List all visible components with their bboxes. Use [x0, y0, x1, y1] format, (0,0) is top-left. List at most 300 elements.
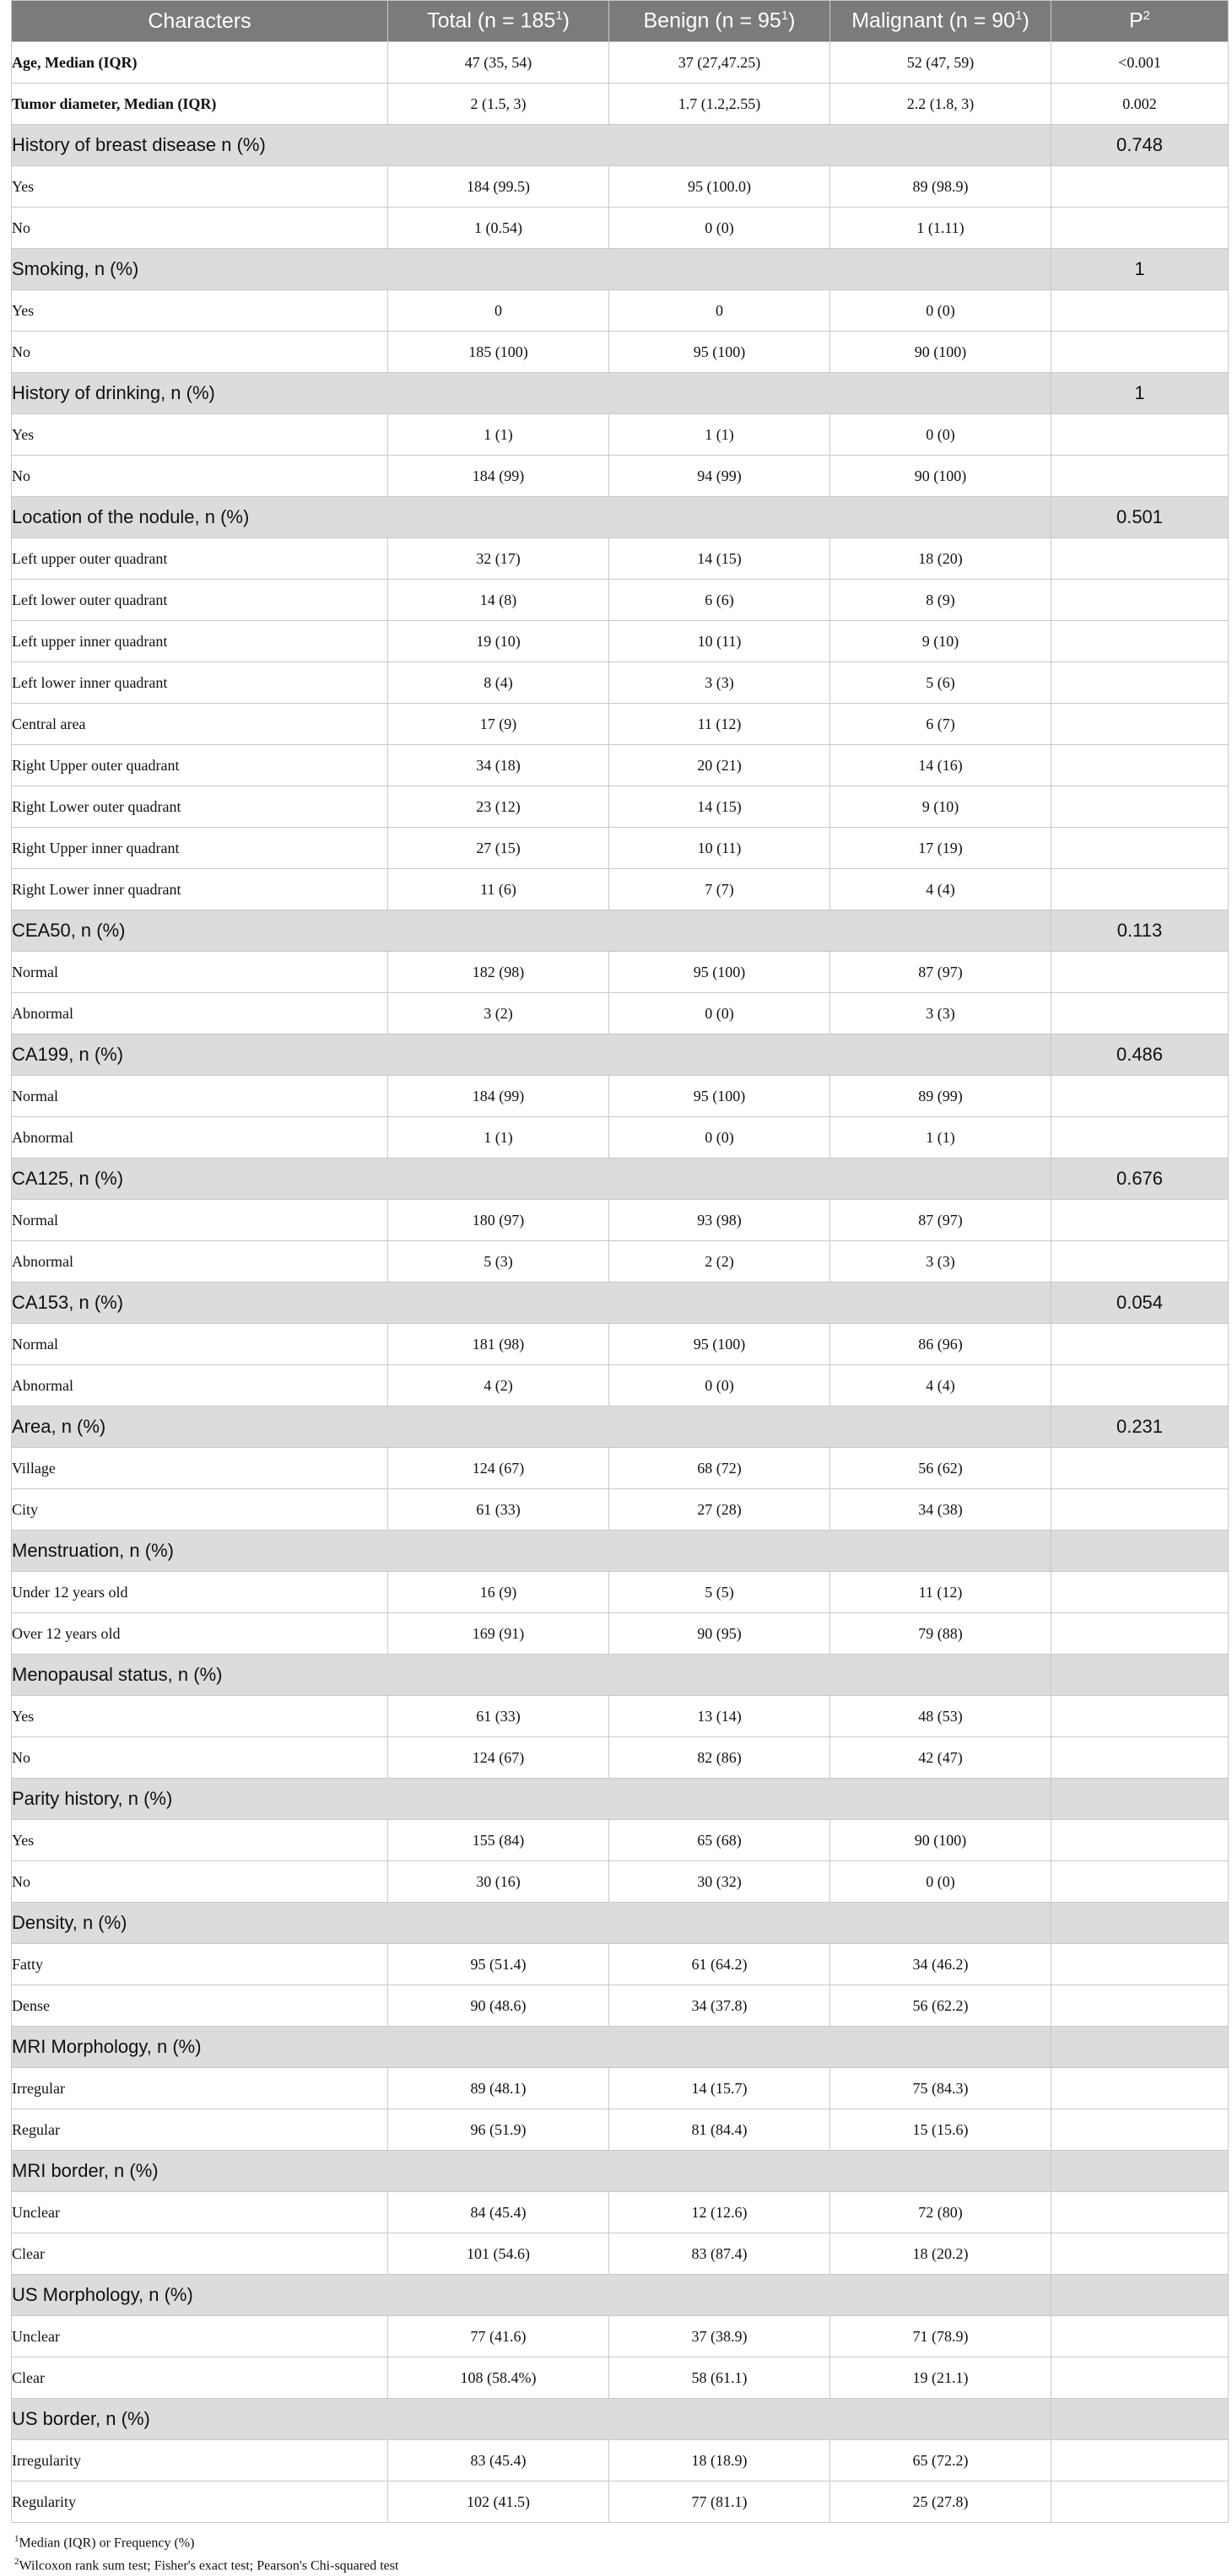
cell-total: 155 (84): [388, 1820, 609, 1861]
table-row: [12, 745, 1229, 786]
cell-benign: 12 (12.6): [609, 2192, 830, 2233]
cell-total: 101 (54.6): [388, 2233, 609, 2275]
cell-benign: 5 (5): [609, 1572, 830, 1613]
section-p-value: 1: [1051, 373, 1229, 414]
cell-benign: 27 (28): [609, 1489, 830, 1531]
cell-malignant: 71 (78.9): [830, 2316, 1051, 2357]
section-label: MRI Morphology, n (%): [12, 2027, 1051, 2068]
section-header-row: [12, 125, 1229, 166]
row-label: Yes: [12, 290, 388, 332]
cell-total: 17 (9): [388, 704, 609, 745]
section-label: CEA50, n (%): [12, 910, 1051, 952]
cell-benign: 61 (64.2): [609, 1944, 830, 1985]
cell-malignant: 34 (38): [830, 1489, 1051, 1531]
cell-p-value: [1051, 1117, 1229, 1158]
table-row: [12, 456, 1229, 497]
cell-total: 102 (41.5): [388, 2481, 609, 2523]
row-label: Clear: [12, 2357, 388, 2399]
table-row: [12, 1696, 1229, 1737]
cell-total: 169 (91): [388, 1613, 609, 1655]
cell-p-value: [1051, 662, 1229, 704]
section-header-row: [12, 497, 1229, 538]
row-label: No: [12, 208, 388, 249]
cell-malignant: 0 (0): [830, 290, 1051, 332]
cell-benign: 6 (6): [609, 580, 830, 621]
cell-benign: 65 (68): [609, 1820, 830, 1861]
cell-p-value: [1051, 869, 1229, 910]
cell-p-value: [1051, 290, 1229, 332]
table-row: [12, 1944, 1229, 1985]
cell-benign: 30 (32): [609, 1861, 830, 1903]
row-label: No: [12, 1737, 388, 1779]
cell-p-value: [1051, 1489, 1229, 1531]
cell-total: 4 (2): [388, 1365, 609, 1407]
cell-malignant: 42 (47): [830, 1737, 1051, 1779]
row-label: Irregularity: [12, 2440, 388, 2481]
table-row: [12, 580, 1229, 621]
cell-malignant: 75 (84.3): [830, 2068, 1051, 2109]
row-label: Right Lower inner quadrant: [12, 869, 388, 910]
section-label: CA153, n (%): [12, 1283, 1051, 1324]
table-row: [12, 828, 1229, 869]
cell-total: 2 (1.5, 3): [388, 84, 609, 125]
cell-benign: 18 (18.9): [609, 2440, 830, 2481]
header-total-close: ): [562, 8, 570, 33]
section-p-value: [1051, 2275, 1229, 2316]
cell-malignant: 90 (100): [830, 332, 1051, 373]
table-row: [12, 332, 1229, 373]
row-label: Normal: [12, 1324, 388, 1365]
table-row: [12, 1324, 1229, 1365]
header-benign-sup: 1: [781, 8, 789, 24]
cell-total: 8 (4): [388, 662, 609, 704]
header-total-label: Total (n = 185: [427, 8, 556, 33]
section-label: US border, n (%): [12, 2399, 1051, 2440]
cell-total: 30 (16): [388, 1861, 609, 1903]
cell-p-value: [1051, 456, 1229, 497]
row-label: Abnormal: [12, 1365, 388, 1407]
header-benign-close: ): [788, 8, 796, 33]
row-label: Yes: [12, 1820, 388, 1861]
section-label: Area, n (%): [12, 1407, 1051, 1448]
cell-p-value: [1051, 1324, 1229, 1365]
cell-p-value: [1051, 952, 1229, 993]
cell-p-value: [1051, 1572, 1229, 1613]
section-header-row: [12, 2399, 1229, 2440]
table-row: [12, 786, 1229, 828]
header-benign: [609, 1, 830, 42]
cell-benign: 10 (11): [609, 828, 830, 869]
cell-malignant: 25 (27.8): [830, 2481, 1051, 2523]
cell-benign: 77 (81.1): [609, 2481, 830, 2523]
cell-total: 84 (45.4): [388, 2192, 609, 2233]
cell-malignant: 18 (20.2): [830, 2233, 1051, 2275]
section-header-row: [12, 1779, 1229, 1820]
cell-total: 124 (67): [388, 1737, 609, 1779]
table-row: [12, 993, 1229, 1034]
cell-total: 184 (99): [388, 456, 609, 497]
cell-malignant: 65 (72.2): [830, 2440, 1051, 2481]
row-label: Yes: [12, 414, 388, 456]
cell-malignant: 86 (96): [830, 1324, 1051, 1365]
row-label: Abnormal: [12, 993, 388, 1034]
table-row: [12, 1861, 1229, 1903]
cell-total: 184 (99): [388, 1076, 609, 1117]
table-row: [12, 2068, 1229, 2109]
cell-benign: 37 (27,47.25): [609, 42, 830, 84]
cell-total: 34 (18): [388, 745, 609, 786]
cell-malignant: 72 (80): [830, 2192, 1051, 2233]
cell-p-value: <0.001: [1051, 42, 1229, 84]
section-p-value: 0.231: [1051, 1407, 1229, 1448]
row-label: Yes: [12, 166, 388, 208]
cell-p-value: [1051, 828, 1229, 869]
cell-malignant: 0 (0): [830, 414, 1051, 456]
cell-benign: 93 (98): [609, 1200, 830, 1241]
row-label: Yes: [12, 1696, 388, 1737]
cell-malignant: 3 (3): [830, 993, 1051, 1034]
cell-total: 180 (97): [388, 1200, 609, 1241]
cell-total: 11 (6): [388, 869, 609, 910]
cell-benign: 37 (38.9): [609, 2316, 830, 2357]
header-p-value: [1051, 1, 1229, 42]
section-label: Smoking, n (%): [12, 249, 1051, 290]
cell-malignant: 11 (12): [830, 1572, 1051, 1613]
row-label: Left lower outer quadrant: [12, 580, 388, 621]
cell-p-value: [1051, 332, 1229, 373]
cell-p-value: [1051, 2440, 1229, 2481]
cell-malignant: 4 (4): [830, 1365, 1051, 1407]
row-label: Under 12 years old: [12, 1572, 388, 1613]
section-label: History of drinking, n (%): [12, 373, 1051, 414]
cell-benign: 34 (37.8): [609, 1985, 830, 2027]
table-row: [12, 208, 1229, 249]
header-malignant-label: Malignant (n = 90: [851, 8, 1016, 33]
section-label: Menstruation, n (%): [12, 1531, 1051, 1572]
cell-p-value: [1051, 2192, 1229, 2233]
cell-malignant: 1 (1.11): [830, 208, 1051, 249]
cell-malignant: 89 (99): [830, 1076, 1051, 1117]
table-row: [12, 2440, 1229, 2481]
section-label: CA125, n (%): [12, 1158, 1051, 1200]
cell-malignant: 17 (19): [830, 828, 1051, 869]
cell-benign: 0: [609, 290, 830, 332]
cell-malignant: 15 (15.6): [830, 2109, 1051, 2151]
cell-p-value: [1051, 414, 1229, 456]
table-row: [12, 1985, 1229, 2027]
cell-benign: 0 (0): [609, 208, 830, 249]
cell-total: 27 (15): [388, 828, 609, 869]
cell-p-value: [1051, 1944, 1229, 1985]
cell-benign: 14 (15): [609, 786, 830, 828]
footnote: [11, 2552, 1228, 2575]
cell-total: 77 (41.6): [388, 2316, 609, 2357]
section-header-row: [12, 2151, 1229, 2192]
footnote-marker: 2: [14, 2557, 19, 2568]
cell-total: 3 (2): [388, 993, 609, 1034]
header-malignant-close: ): [1022, 8, 1029, 33]
footnotes: [11, 2530, 1228, 2576]
table-row: [12, 1572, 1229, 1613]
section-p-value: [1051, 1531, 1229, 1572]
cell-benign: 20 (21): [609, 745, 830, 786]
row-label: Left upper inner quadrant: [12, 621, 388, 662]
cell-benign: 95 (100): [609, 1076, 830, 1117]
section-p-value: [1051, 2151, 1229, 2192]
cell-total: 16 (9): [388, 1572, 609, 1613]
cell-p-value: [1051, 1696, 1229, 1737]
cell-malignant: 19 (21.1): [830, 2357, 1051, 2399]
table-row: [12, 84, 1229, 125]
table-row: [12, 414, 1229, 456]
cell-benign: 95 (100.0): [609, 166, 830, 208]
cell-p-value: [1051, 993, 1229, 1034]
cell-malignant: 87 (97): [830, 952, 1051, 993]
section-label: MRI border, n (%): [12, 2151, 1051, 2192]
cell-benign: 81 (84.4): [609, 2109, 830, 2151]
section-p-value: [1051, 1903, 1229, 1944]
cell-total: 1 (1): [388, 414, 609, 456]
cell-p-value: [1051, 1076, 1229, 1117]
table-row: [12, 1076, 1229, 1117]
cell-p-value: 0.002: [1051, 84, 1229, 125]
cell-p-value: [1051, 2357, 1229, 2399]
section-label: Location of the nodule, n (%): [12, 497, 1051, 538]
cell-malignant: 9 (10): [830, 621, 1051, 662]
characteristics-table: [11, 0, 1229, 2523]
table-row: [12, 2233, 1229, 2275]
cell-p-value: [1051, 1448, 1229, 1489]
section-header-row: [12, 249, 1229, 290]
row-label: Unclear: [12, 2316, 388, 2357]
cell-malignant: 1 (1): [830, 1117, 1051, 1158]
section-header-row: [12, 373, 1229, 414]
cell-total: 184 (99.5): [388, 166, 609, 208]
cell-benign: 95 (100): [609, 1324, 830, 1365]
table-row: [12, 2357, 1229, 2399]
row-label: Dense: [12, 1985, 388, 2027]
table-row: [12, 952, 1229, 993]
row-label: No: [12, 456, 388, 497]
section-label: CA199, n (%): [12, 1034, 1051, 1076]
cell-benign: 0 (0): [609, 1117, 830, 1158]
section-p-value: 0.748: [1051, 125, 1229, 166]
cell-benign: 13 (14): [609, 1696, 830, 1737]
cell-malignant: 2.2 (1.8, 3): [830, 84, 1051, 125]
cell-p-value: [1051, 1241, 1229, 1283]
section-header-row: [12, 1903, 1229, 1944]
cell-benign: 58 (61.1): [609, 2357, 830, 2399]
section-p-value: 1: [1051, 249, 1229, 290]
table-row: [12, 42, 1229, 84]
row-label: Regularity: [12, 2481, 388, 2523]
footnote: [11, 2530, 1228, 2552]
cell-p-value: [1051, 2109, 1229, 2151]
section-header-row: [12, 1407, 1229, 1448]
row-label: Right Upper inner quadrant: [12, 828, 388, 869]
cell-benign: 14 (15): [609, 538, 830, 580]
cell-p-value: [1051, 1985, 1229, 2027]
section-p-value: 0.501: [1051, 497, 1229, 538]
table-row: [12, 2109, 1229, 2151]
table-row: [12, 1820, 1229, 1861]
cell-p-value: [1051, 1861, 1229, 1903]
section-p-value: [1051, 1779, 1229, 1820]
cell-malignant: 90 (100): [830, 456, 1051, 497]
cell-total: 95 (51.4): [388, 1944, 609, 1985]
cell-malignant: 56 (62.2): [830, 1985, 1051, 2027]
row-label: Left upper outer quadrant: [12, 538, 388, 580]
table-container: [11, 0, 1228, 2576]
cell-malignant: 5 (6): [830, 662, 1051, 704]
footnote-text: Wilcoxon rank sum test; Fisher's exact test; Pearson's Chi-squared test: [19, 2558, 399, 2573]
cell-malignant: 8 (9): [830, 580, 1051, 621]
section-header-row: [12, 1283, 1229, 1324]
header-characters: Characters: [12, 1, 388, 42]
cell-p-value: [1051, 1737, 1229, 1779]
row-label: Abnormal: [12, 1241, 388, 1283]
section-header-row: [12, 910, 1229, 952]
cell-malignant: 52 (47, 59): [830, 42, 1051, 84]
row-label: Normal: [12, 952, 388, 993]
header-malignant: [830, 1, 1051, 42]
cell-benign: 1.7 (1.2,2.55): [609, 84, 830, 125]
table-row: [12, 1200, 1229, 1241]
row-label: Normal: [12, 1200, 388, 1241]
cell-total: 83 (45.4): [388, 2440, 609, 2481]
cell-malignant: 9 (10): [830, 786, 1051, 828]
header-total-sup: 1: [555, 8, 563, 24]
row-label: Irregular: [12, 2068, 388, 2109]
cell-p-value: [1051, 786, 1229, 828]
cell-p-value: [1051, 745, 1229, 786]
cell-total: 185 (100): [388, 332, 609, 373]
table-row: [12, 1613, 1229, 1655]
table-row: [12, 1365, 1229, 1407]
cell-p-value: [1051, 1613, 1229, 1655]
cell-total: 181 (98): [388, 1324, 609, 1365]
cell-total: 23 (12): [388, 786, 609, 828]
cell-total: 5 (3): [388, 1241, 609, 1283]
header-malignant-sup: 1: [1015, 8, 1023, 24]
table-row: [12, 166, 1229, 208]
cell-malignant: 14 (16): [830, 745, 1051, 786]
cell-benign: 14 (15.7): [609, 2068, 830, 2109]
section-header-row: [12, 1655, 1229, 1696]
section-header-row: [12, 1158, 1229, 1200]
table-row: [12, 1448, 1229, 1489]
cell-total: 182 (98): [388, 952, 609, 993]
cell-p-value: [1051, 2481, 1229, 2523]
cell-benign: 82 (86): [609, 1737, 830, 1779]
cell-benign: 95 (100): [609, 332, 830, 373]
section-header-row: [12, 2027, 1229, 2068]
row-label: Village: [12, 1448, 388, 1489]
cell-p-value: [1051, 208, 1229, 249]
cell-benign: 3 (3): [609, 662, 830, 704]
header-row: [12, 1, 1229, 42]
row-label: No: [12, 332, 388, 373]
section-header-row: [12, 1034, 1229, 1076]
cell-total: 108 (58.4%): [388, 2357, 609, 2399]
row-label: Unclear: [12, 2192, 388, 2233]
cell-total: 96 (51.9): [388, 2109, 609, 2151]
section-label: US Morphology, n (%): [12, 2275, 1051, 2316]
header-total: [388, 1, 609, 42]
section-p-value: [1051, 1655, 1229, 1696]
cell-benign: 68 (72): [609, 1448, 830, 1489]
cell-benign: 2 (2): [609, 1241, 830, 1283]
table-row: [12, 1489, 1229, 1531]
cell-p-value: [1051, 1200, 1229, 1241]
cell-total: 61 (33): [388, 1489, 609, 1531]
cell-malignant: 56 (62): [830, 1448, 1051, 1489]
cell-p-value: [1051, 580, 1229, 621]
cell-malignant: 90 (100): [830, 1820, 1051, 1861]
cell-total: 89 (48.1): [388, 2068, 609, 2109]
row-label: Fatty: [12, 1944, 388, 1985]
cell-p-value: [1051, 1820, 1229, 1861]
cell-total: 1 (0.54): [388, 208, 609, 249]
cell-malignant: 4 (4): [830, 869, 1051, 910]
cell-p-value: [1051, 2316, 1229, 2357]
cell-benign: 90 (95): [609, 1613, 830, 1655]
cell-malignant: 34 (46.2): [830, 1944, 1051, 1985]
cell-total: 1 (1): [388, 1117, 609, 1158]
cell-malignant: 6 (7): [830, 704, 1051, 745]
section-label: Density, n (%): [12, 1903, 1051, 1944]
table-row: [12, 2316, 1229, 2357]
footnote-text: Median (IQR) or Frequency (%): [19, 2535, 195, 2551]
section-header-row: [12, 2275, 1229, 2316]
header-benign-label: Benign (n = 95: [643, 8, 781, 33]
cell-benign: 7 (7): [609, 869, 830, 910]
row-label: Abnormal: [12, 1117, 388, 1158]
table-row: [12, 662, 1229, 704]
table-row: [12, 869, 1229, 910]
row-label: Over 12 years old: [12, 1613, 388, 1655]
cell-total: 124 (67): [388, 1448, 609, 1489]
cell-total: 19 (10): [388, 621, 609, 662]
row-label: Normal: [12, 1076, 388, 1117]
cell-p-value: [1051, 1365, 1229, 1407]
row-label: Regular: [12, 2109, 388, 2151]
cell-benign: 0 (0): [609, 1365, 830, 1407]
cell-total: 0: [388, 290, 609, 332]
cell-p-value: [1051, 704, 1229, 745]
section-p-value: [1051, 2027, 1229, 2068]
table-row: [12, 2481, 1229, 2523]
table-body: [12, 42, 1229, 2523]
cell-p-value: [1051, 538, 1229, 580]
cell-total: 90 (48.6): [388, 1985, 609, 2027]
cell-malignant: 18 (20): [830, 538, 1051, 580]
section-label: Menopausal status, n (%): [12, 1655, 1051, 1696]
row-label: Left lower inner quadrant: [12, 662, 388, 704]
table-row: [12, 621, 1229, 662]
row-label: Central area: [12, 704, 388, 745]
cell-benign: 94 (99): [609, 456, 830, 497]
cell-benign: 95 (100): [609, 952, 830, 993]
row-label: Tumor diameter, Median (IQR): [12, 84, 388, 125]
row-label: No: [12, 1861, 388, 1903]
section-p-value: 0.486: [1051, 1034, 1229, 1076]
section-label: History of breast disease n (%): [12, 125, 1051, 166]
row-label: Right Upper outer quadrant: [12, 745, 388, 786]
section-p-value: 0.676: [1051, 1158, 1229, 1200]
footnote-marker: 1: [14, 2534, 19, 2544]
cell-malignant: 87 (97): [830, 1200, 1051, 1241]
